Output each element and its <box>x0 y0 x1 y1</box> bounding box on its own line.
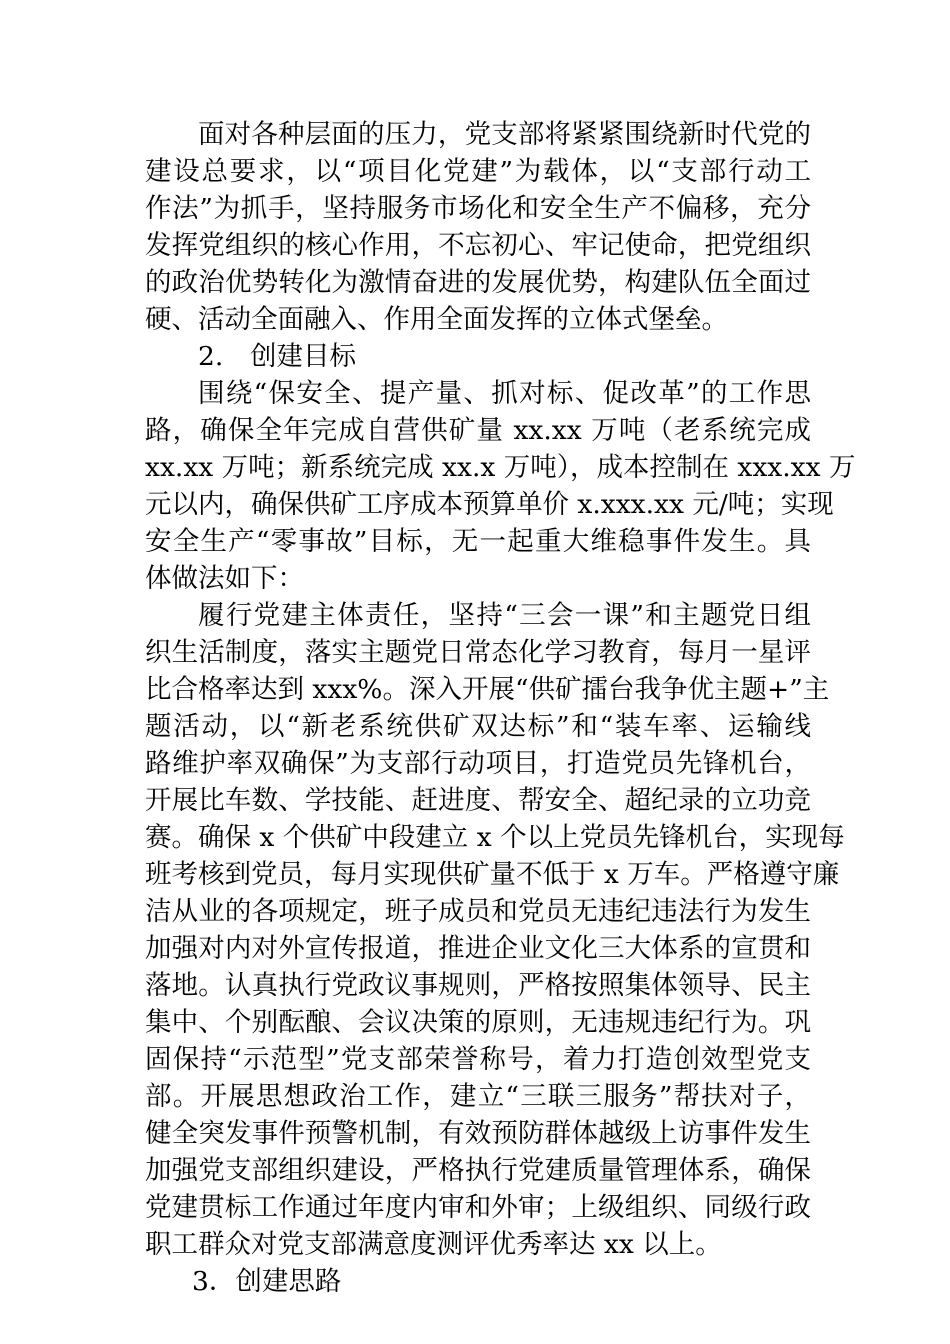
paragraph-line: 安全生产“零事故”目标，无一起重大维稳事件发生。具 <box>145 526 811 557</box>
paragraph-line: 题活动，以“新老系统供矿双达标”和“装车率、运输线 <box>145 711 811 742</box>
paragraph-line: 发挥党组织的核心作用，不忘初心、牢记使命，把党组织 <box>145 230 811 261</box>
paragraph-line: 职工群众对党支部满意度测评优秀率达 xx 以上。 <box>145 1229 722 1260</box>
paragraph-line: 赛。确保 x 个供矿中段建立 x 个以上党员先锋机台，实现每 <box>145 822 845 853</box>
paragraph-line: 履行党建主体责任，坚持“三会一课”和主题党日组 <box>198 600 811 631</box>
paragraph-line: 开展比车数、学技能、赶进度、帮安全、超纪录的立功竞 <box>145 785 811 816</box>
paragraph-line: 加强党支部组织建设，严格执行党建质量管理体系，确保 <box>145 1155 811 1186</box>
paragraph-line: 落地。认真执行党政议事规则，严格按照集体领导、民主 <box>145 970 811 1001</box>
paragraph-line: 加强对内对外宣传报道，推进企业文化三大体系的宣贯和 <box>145 933 811 964</box>
section-title: 创建目标 <box>250 341 356 372</box>
paragraph-line: 比合格率达到 xxx%。深入开展“供矿擂台我争优主题+”主 <box>145 674 830 705</box>
paragraph-line: 硬、活动全面融入、作用全面发挥的立体式堡垒。 <box>145 304 728 335</box>
paragraph-line: 集中、个别酝酿、会议决策的原则，无违规违纪行为。巩 <box>145 1007 811 1038</box>
paragraph-line: 洁从业的各项规定，班子成员和党员无违纪违法行为发生 <box>145 896 811 927</box>
paragraph-line: 党建贯标工作通过年度内审和外审；上级组织、同级行政 <box>145 1192 811 1223</box>
paragraph-1 <box>145 116 811 338</box>
paragraph-line: 路维护率双确保”为支部行动项目，打造党员先锋机台， <box>145 748 811 779</box>
paragraph-line: 面对各种层面的压力，党支部将紧紧围绕新时代党的 <box>198 119 811 150</box>
document-body <box>145 116 856 1300</box>
paragraph-line: 健全突发事件预警机制，有效预防群体越级上访事件发生 <box>145 1118 811 1149</box>
paragraph-3 <box>145 597 845 1263</box>
paragraph-line: 路，确保全年完成自营供矿量 xx.xx 万吨（老系统完成 <box>145 415 811 446</box>
paragraph-line: 织生活制度，落实主题党日常态化学习教育，每月一星评 <box>145 637 811 668</box>
section-heading-2 <box>145 338 811 375</box>
paragraph-line: 的政治优势转化为激情奋进的发展优势，构建队伍全面过 <box>145 267 811 298</box>
paragraph-line: 部。开展思想政治工作，建立“三联三服务”帮扶对子， <box>145 1081 811 1112</box>
paragraph-line: 班考核到党员，每月实现供矿量不低于 x 万车。严格遵守廉 <box>145 859 840 890</box>
paragraph-line: 建设总要求，以“项目化党建”为载体，以“支部行动工 <box>145 156 811 187</box>
paragraph-line: 作法”为抓手，坚持服务市场化和安全生产不偏移，充分 <box>145 193 811 224</box>
paragraph-2 <box>145 375 856 597</box>
paragraph-line: 元以内，确保供矿工序成本预算单价 x.xxx.xx 元/吨；实现 <box>145 489 834 520</box>
paragraph-line: xx.xx 万吨；新系统完成 xx.x 万吨），成本控制在 xxx.xx 万 <box>145 452 856 483</box>
paragraph-line: 围绕“保安全、提产量、抓对标、促改革”的工作思 <box>198 378 811 409</box>
paragraph-line: 体做法如下： <box>145 563 304 594</box>
paragraph-line: 固保持“示范型”党支部荣誉称号，着力打造创效型党支 <box>145 1044 811 1075</box>
section-number: 2. <box>198 341 224 372</box>
section-heading-3: 3．创建思路 <box>192 1266 342 1297</box>
